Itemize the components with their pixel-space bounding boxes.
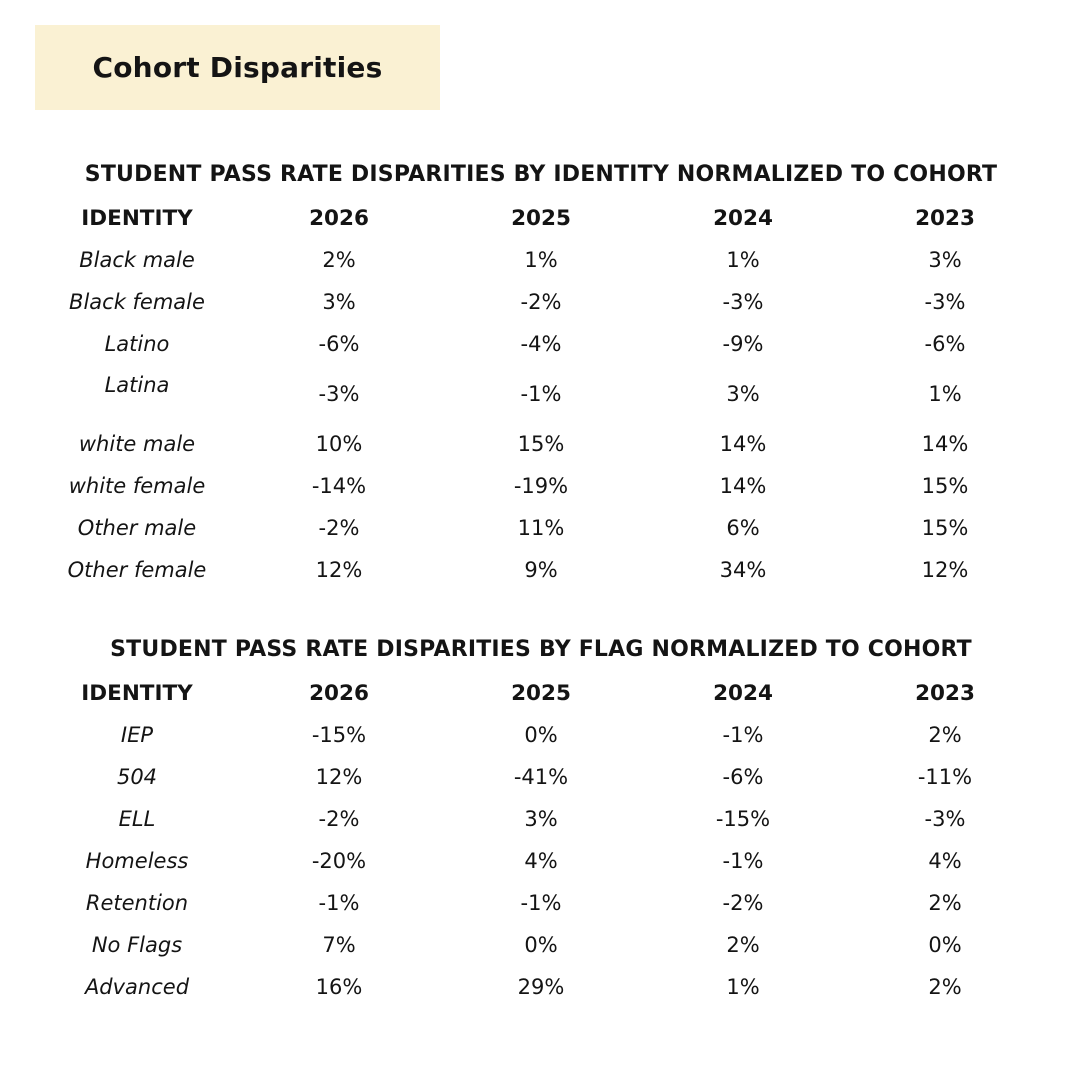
cell-value: -6% bbox=[722, 765, 764, 789]
cell-value: 0% bbox=[928, 933, 962, 957]
cell-value: 12% bbox=[921, 558, 969, 582]
cell-value: 14% bbox=[719, 432, 767, 456]
cell-value: -1% bbox=[318, 891, 360, 915]
cell-value: 10% bbox=[315, 432, 363, 456]
cell-value: 1% bbox=[726, 248, 760, 272]
cell-value: -19% bbox=[513, 474, 569, 498]
cell-value: -2% bbox=[318, 807, 360, 831]
cell-value: 3% bbox=[322, 290, 356, 314]
row-label: white male bbox=[78, 432, 196, 456]
column-header-identity: IDENTITY bbox=[81, 680, 193, 706]
table-row-latino bbox=[36, 323, 1046, 365]
cell-value: 14% bbox=[921, 432, 969, 456]
cell-value: 4% bbox=[524, 849, 558, 873]
cell-value: -14% bbox=[311, 474, 367, 498]
column-header-2024: 2024 bbox=[713, 680, 773, 706]
cell-value: -6% bbox=[924, 332, 966, 356]
table-row-homeless bbox=[36, 840, 1046, 882]
cell-value: -6% bbox=[318, 332, 360, 356]
page-title: Cohort Disparities bbox=[92, 51, 383, 84]
cell-value: 12% bbox=[315, 558, 363, 582]
column-header-2023: 2023 bbox=[915, 680, 975, 706]
row-label: IEP bbox=[120, 723, 154, 747]
cell-value: 3% bbox=[726, 382, 760, 406]
table-row-no-flags bbox=[36, 924, 1046, 966]
row-label: Black male bbox=[79, 248, 195, 272]
cell-value: 9% bbox=[524, 558, 558, 582]
table-row-retention bbox=[36, 882, 1046, 924]
cell-value: -1% bbox=[520, 382, 562, 406]
cell-value: 1% bbox=[928, 382, 962, 406]
cell-value: 0% bbox=[524, 723, 558, 747]
table-row-white-male bbox=[36, 423, 1046, 465]
cell-value: -15% bbox=[311, 723, 367, 747]
cell-value: 2% bbox=[928, 891, 962, 915]
row-label: Advanced bbox=[84, 975, 190, 999]
cell-value: -3% bbox=[924, 290, 966, 314]
row-label: Other male bbox=[77, 516, 197, 540]
row-label: No Flags bbox=[91, 933, 183, 957]
cell-value: -2% bbox=[520, 290, 562, 314]
row-label bbox=[36, 365, 238, 423]
column-header-2025: 2025 bbox=[511, 680, 571, 706]
cell-value: 6% bbox=[726, 516, 760, 540]
cell-value: -20% bbox=[311, 849, 367, 873]
flag-table-title: STUDENT PASS RATE DISPARITIES BY FLAG NORMALIZED TO COHORT bbox=[110, 637, 972, 662]
cell-value: 15% bbox=[921, 474, 969, 498]
flag-table-header-row bbox=[36, 672, 1046, 714]
cell-value: 2% bbox=[928, 723, 962, 747]
row-label: Black female bbox=[69, 290, 205, 314]
flag-table bbox=[36, 672, 1046, 1008]
table-row-other-female bbox=[36, 549, 1046, 591]
cell-value: 2% bbox=[322, 248, 356, 272]
cell-value: -11% bbox=[917, 765, 973, 789]
cell-value: 4% bbox=[928, 849, 962, 873]
identity-disparities-section bbox=[0, 162, 1082, 591]
row-label: 504 bbox=[116, 765, 158, 789]
identity-table bbox=[36, 197, 1046, 591]
table-row-504 bbox=[36, 756, 1046, 798]
cell-value: 3% bbox=[524, 807, 558, 831]
row-label: ELL bbox=[118, 807, 156, 831]
cell-value: 1% bbox=[524, 248, 558, 272]
cell-value: -2% bbox=[318, 516, 360, 540]
cell-value: -41% bbox=[513, 765, 569, 789]
cell-value: 11% bbox=[517, 516, 565, 540]
cell-value: -2% bbox=[722, 891, 764, 915]
cell-value: -3% bbox=[722, 290, 764, 314]
column-header-identity: IDENTITY bbox=[81, 205, 193, 231]
cell-value: 15% bbox=[517, 432, 565, 456]
cell-value: -15% bbox=[715, 807, 771, 831]
cell-value: -9% bbox=[722, 332, 764, 356]
cell-value: 7% bbox=[322, 933, 356, 957]
table-row-ell bbox=[36, 798, 1046, 840]
cell-value: 34% bbox=[719, 558, 767, 582]
cell-value: 16% bbox=[315, 975, 363, 999]
cell-value: 2% bbox=[726, 933, 760, 957]
cell-value: 3% bbox=[928, 248, 962, 272]
row-label: Other female bbox=[67, 558, 207, 582]
table-row-white-female bbox=[36, 465, 1046, 507]
cell-value: -1% bbox=[722, 849, 764, 873]
column-header-2025: 2025 bbox=[511, 205, 571, 231]
cell-value: -1% bbox=[722, 723, 764, 747]
cell-value: 15% bbox=[921, 516, 969, 540]
row-label: Homeless bbox=[85, 849, 189, 873]
cell-value: 2% bbox=[928, 975, 962, 999]
identity-table-title: STUDENT PASS RATE DISPARITIES BY IDENTITY NORMALIZED TO COHORT bbox=[84, 162, 998, 187]
row-label: Retention bbox=[85, 891, 189, 915]
cell-value: -1% bbox=[520, 891, 562, 915]
table-row-latina bbox=[36, 365, 1046, 423]
cell-value: 14% bbox=[719, 474, 767, 498]
cell-value: -4% bbox=[520, 332, 562, 356]
table-row-black-female bbox=[36, 281, 1046, 323]
row-label-text: Latina bbox=[104, 373, 170, 397]
cell-value: 1% bbox=[726, 975, 760, 999]
column-header-2026: 2026 bbox=[309, 680, 369, 706]
row-label: Latino bbox=[104, 332, 170, 356]
column-header-2026: 2026 bbox=[309, 205, 369, 231]
cell-value: 29% bbox=[517, 975, 565, 999]
cell-value: 12% bbox=[315, 765, 363, 789]
identity-table-header-row bbox=[36, 197, 1046, 239]
table-row-iep bbox=[36, 714, 1046, 756]
table-row-advanced bbox=[36, 966, 1046, 1008]
cell-value: 0% bbox=[524, 933, 558, 957]
table-row-black-male bbox=[36, 239, 1046, 281]
page-title-highlight bbox=[35, 25, 440, 110]
row-label: white female bbox=[68, 474, 206, 498]
cell-value: -3% bbox=[924, 807, 966, 831]
cell-value: -3% bbox=[318, 382, 360, 406]
flag-disparities-section bbox=[0, 637, 1082, 1008]
column-header-2023: 2023 bbox=[915, 205, 975, 231]
table-row-other-male bbox=[36, 507, 1046, 549]
column-header-2024: 2024 bbox=[713, 205, 773, 231]
